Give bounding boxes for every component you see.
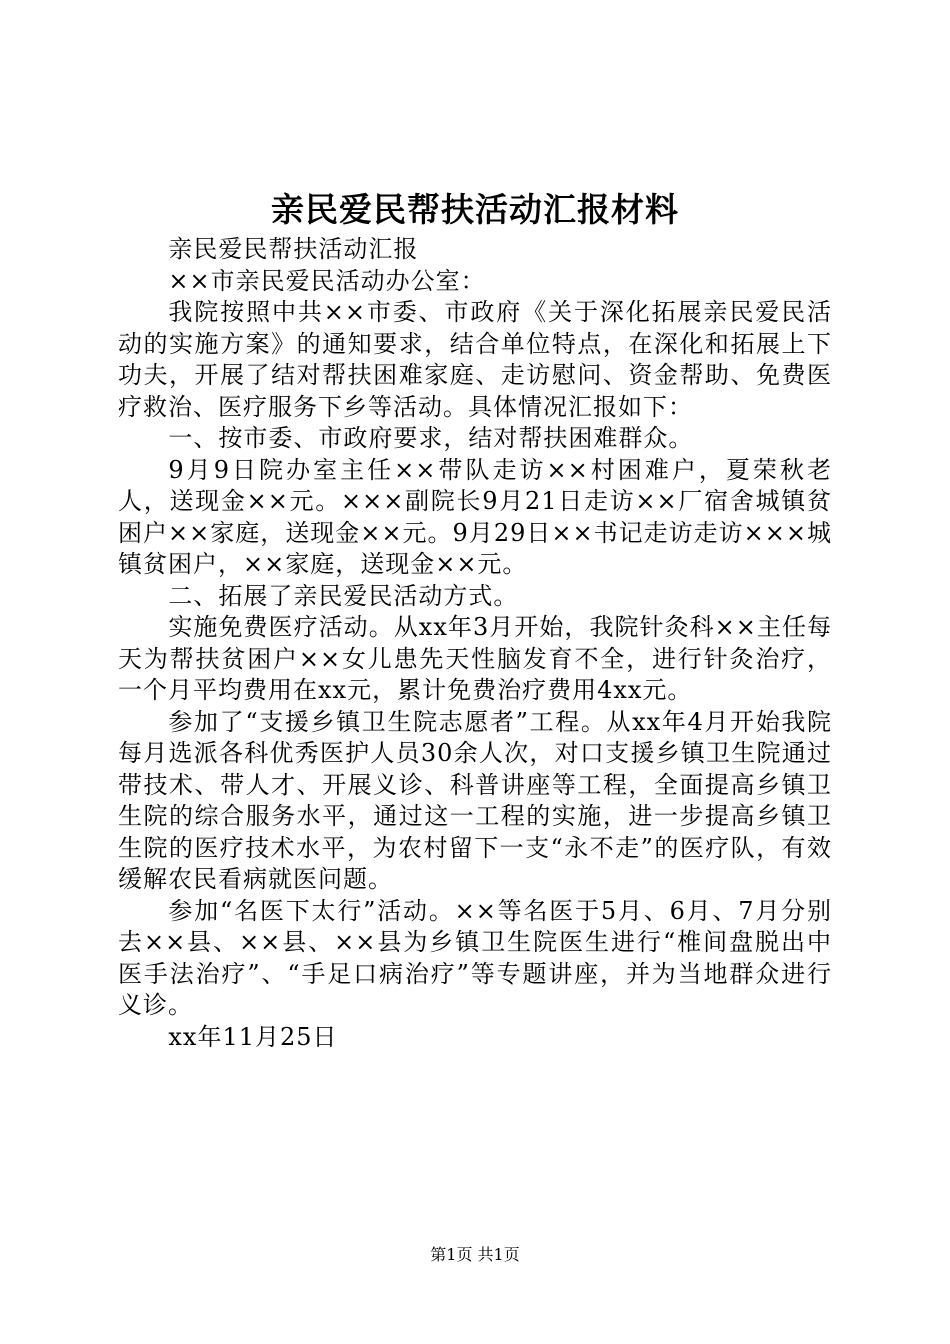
section-two-heading: 二、拓展了亲民爱民活动方式。	[168, 581, 519, 610]
document-title: 亲民爱民帮扶活动汇报材料	[271, 190, 679, 229]
page-footer: 第1页 共1页	[430, 1245, 520, 1264]
free-medical-paragraph: 实施免费医疗活动。从xx年3月开始，我院针灸科××主任每天为帮扶贫困户××女儿患先天性脑发育不全，进行针灸治疗，一个月平均费用在xx元，累计免费治疗费用4xx元。	[118, 613, 832, 704]
section-one-heading: 一、按市委、市政府要求，结对帮扶困难群众。	[168, 424, 694, 452]
famous-doctor-paragraph: 参加“名医下太行”活动。××等名医于5月、6月、7月分别去××县、××县、××县为乡镇卫生院医生进行“椎间盘脱出中医手法治疗”、“手足口病治疗”等专题讲座，并为当地群众进行义诊。	[118, 896, 832, 1019]
date-line: xx年11月25日	[168, 1022, 338, 1051]
recipient-line: ××市亲民爱民活动办公室：	[168, 266, 486, 295]
section-one-paragraph: 9月9日院办室主任××带队走访××村困难户，夏荣秋老人，送现金××元。×××副院长9月21日走访××厂宿舍城镇贫困户××家庭，送现金××元。9月29日××书记走访走访×××城镇贫困户，××家庭，送现金××元。	[118, 455, 832, 578]
report-heading: 亲民爱民帮扶活动汇报	[168, 235, 419, 263]
document-body	[118, 234, 832, 1053]
volunteer-paragraph: 参加了“支援乡镇卫生院志愿者”工程。从xx年4月开始我院每月选派各科优秀医护人员30余人次，对口支援乡镇卫生院通过带技术、带人才、开展义诊、科普讲座等工程，全面提高乡镇卫生院的综合服务水平，通过这一工程的实施，进一步提高乡镇卫生院的医疗技术水平，为农村留下一支“永不走”的医疗队，有效缓解农民看病就医问题。	[118, 707, 832, 893]
intro-paragraph: 我院按照中共××市委、市政府《关于深化拓展亲民爱民活动的实施方案》的通知要求，结合单位特点，在深化和拓展上下功夫，开展了结对帮扶困难家庭、走访慰问、资金帮助、免费医疗救治、医疗服务下乡等活动。具体情况汇报如下：	[118, 298, 832, 421]
